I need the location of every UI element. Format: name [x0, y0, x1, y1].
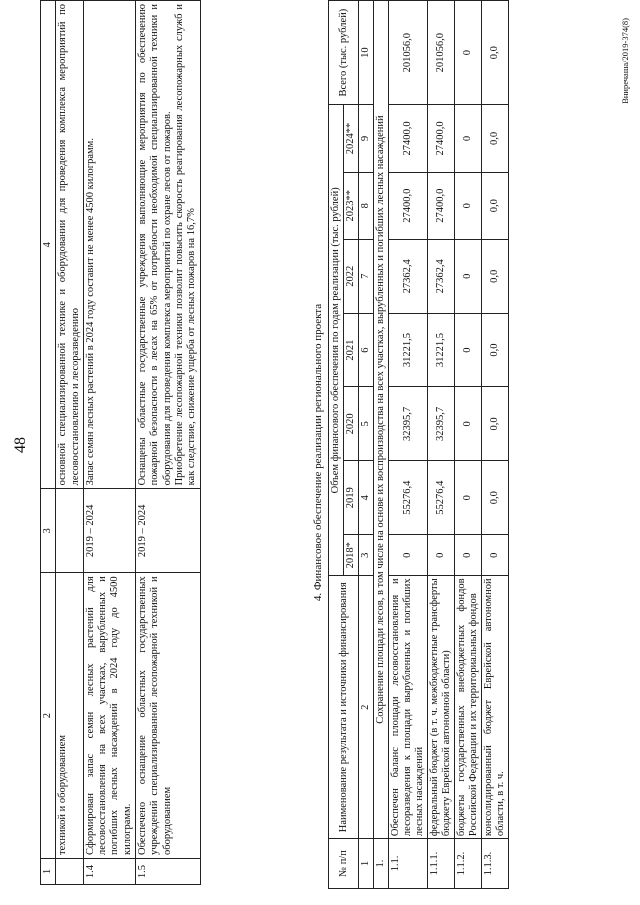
year-cell: 2023** — [344, 172, 359, 239]
table-row — [428, 1, 455, 889]
result-cell: основной специализированной технике и оборудовании для проведения комплекса мероприятий по лесовосстановлению и лесоразведению — [56, 1, 84, 489]
value-cell: 0 — [428, 535, 455, 576]
value-cell: 27400,0 — [428, 105, 455, 172]
table-row — [83, 1, 135, 885]
result-paragraph: Приобретение лесопожарной техники позволит повысить скорость реагирования лесопожарных служб и как следствие, снижение ущерба от лесных пожаров на 16,7% — [173, 4, 198, 486]
name-cell: техникой и оборудованием — [56, 573, 84, 859]
value-cell: 27362,4 — [428, 239, 455, 313]
table-row — [56, 1, 84, 885]
num-cell: 1.1.3. — [482, 839, 509, 889]
section-row-text: Сохранение площади лесов, в том числе на основе их воспроизводства на всех участках, вырубленных и погибших лесных насаждений — [374, 1, 389, 839]
table-row — [482, 1, 509, 889]
table-row — [455, 1, 482, 889]
name-cell: бюджеты государственных внебюджетных фондов Российской Федерации и их территориальных фондов — [455, 576, 482, 839]
table-header-row — [41, 1, 56, 885]
name-cell: Сформирован запас семян лесных растений для лесовосстановления на всех участках, вырубленных и погибших лесных насаждений в 2024 году до 4500 килограмм. — [83, 573, 135, 859]
header-cell: 3 — [41, 489, 56, 573]
value-cell: 0,0 — [482, 313, 509, 387]
num-cell: 1.4 — [83, 859, 135, 885]
section-row — [374, 1, 389, 889]
year-cell: 2018* — [344, 535, 359, 576]
value-cell: 0,0 — [482, 105, 509, 172]
value-cell: 0,0 — [482, 461, 509, 535]
value-cell: 0 — [455, 313, 482, 387]
document-code: Вниречаша/2019-374(8) — [620, 18, 630, 104]
year-cell: 2022 — [344, 239, 359, 313]
header-cell: 1 — [41, 859, 56, 885]
section-title: 4. Финансовое обеспечение реализации регионального проекта — [312, 303, 324, 602]
column-number: 3 — [359, 535, 374, 576]
num-cell: 1.1.1. — [428, 839, 455, 889]
value-cell: 0 — [389, 535, 428, 576]
result-paragraph: Оснащены областные государственные учреждения выполняющие мероприятия по обеспечению пожарной безопасности в лесах на 65% от потребности необходимой специализированной техники и оборудования для проведения комплекса мероприятий по охране лесов от пожаров. — [137, 4, 173, 486]
column-number: 9 — [359, 105, 374, 172]
header-num: № п/п — [329, 839, 359, 889]
header-volume: Объем финансового обеспечения по годам реализации (тыс. рублей) — [329, 105, 344, 576]
column-number: 8 — [359, 172, 374, 239]
column-number: 10 — [359, 1, 374, 105]
table-header-row — [329, 1, 344, 889]
financing-table — [328, 0, 509, 889]
value-cell: 32395,7 — [428, 387, 455, 461]
value-cell: 31221,5 — [389, 313, 428, 387]
column-number: 1 — [359, 839, 374, 889]
column-number: 5 — [359, 387, 374, 461]
year-cell: 2019 — [344, 461, 359, 535]
period-cell: 2019 – 2024 — [136, 489, 200, 573]
value-cell: 27400,0 — [428, 172, 455, 239]
value-cell: 32395,7 — [389, 387, 428, 461]
value-cell: 0 — [455, 387, 482, 461]
value-cell: 0,0 — [482, 239, 509, 313]
header-total: Всего (тыс. рублей) — [329, 1, 359, 105]
value-cell: 27400,0 — [389, 105, 428, 172]
total-cell: 201056,0 — [389, 1, 428, 105]
header-cell: 2 — [41, 573, 56, 859]
period-cell: 2019 – 2024 — [83, 489, 135, 573]
value-cell: 0 — [455, 239, 482, 313]
value-cell: 27362,4 — [389, 239, 428, 313]
name-cell: федеральный бюджет (в т. ч. межбюджетные трансферты бюджету Еврейской автономной области) — [428, 576, 455, 839]
result-cell: Запас семян лесных растений в 2024 году составит не менее 4500 килограмм. — [83, 1, 135, 489]
num-cell: 1.1.2. — [455, 839, 482, 889]
name-cell: Обеспечено оснащение областных государственных учреждений специализированной лесопожарной техникой и оборудованием — [136, 573, 200, 859]
result-cell — [136, 1, 200, 489]
value-cell: 55276,4 — [389, 461, 428, 535]
value-cell: 0,0 — [482, 172, 509, 239]
value-cell: 55276,4 — [428, 461, 455, 535]
year-cell: 2021 — [344, 313, 359, 387]
table-row — [389, 1, 428, 889]
page-number: 48 — [12, 437, 29, 453]
year-cell: 2024** — [344, 105, 359, 172]
value-cell: 0 — [482, 535, 509, 576]
total-cell: 201056,0 — [428, 1, 455, 105]
column-number: 6 — [359, 313, 374, 387]
name-cell: консолидированный бюджет Еврейской автономной области, в т. ч. — [482, 576, 509, 839]
value-cell: 0 — [455, 105, 482, 172]
num-cell: 1.5 — [136, 859, 200, 885]
num-cell: 1.1. — [389, 839, 428, 889]
header-name: Наименование результата и источники финансирования — [329, 576, 359, 839]
column-number-row — [359, 1, 374, 889]
column-number: 2 — [359, 576, 374, 839]
value-cell: 27400,0 — [389, 172, 428, 239]
value-cell: 31221,5 — [428, 313, 455, 387]
results-table — [40, 0, 201, 885]
column-number: 4 — [359, 461, 374, 535]
value-cell: 0,0 — [482, 387, 509, 461]
num-cell — [56, 859, 84, 885]
num-cell: 1. — [374, 839, 389, 889]
total-cell: 0 — [455, 1, 482, 105]
year-cell: 2020 — [344, 387, 359, 461]
total-cell: 0,0 — [482, 1, 509, 105]
header-cell: 4 — [41, 1, 56, 489]
value-cell: 0 — [455, 172, 482, 239]
value-cell: 0 — [455, 535, 482, 576]
table-row — [136, 1, 200, 885]
column-number: 7 — [359, 239, 374, 313]
value-cell: 0 — [455, 461, 482, 535]
name-cell: Обеспечен баланс площади лесовосстановления и лесоразведения к площади вырубленных и погибших лесных насаждений — [389, 576, 428, 839]
period-cell — [56, 489, 84, 573]
